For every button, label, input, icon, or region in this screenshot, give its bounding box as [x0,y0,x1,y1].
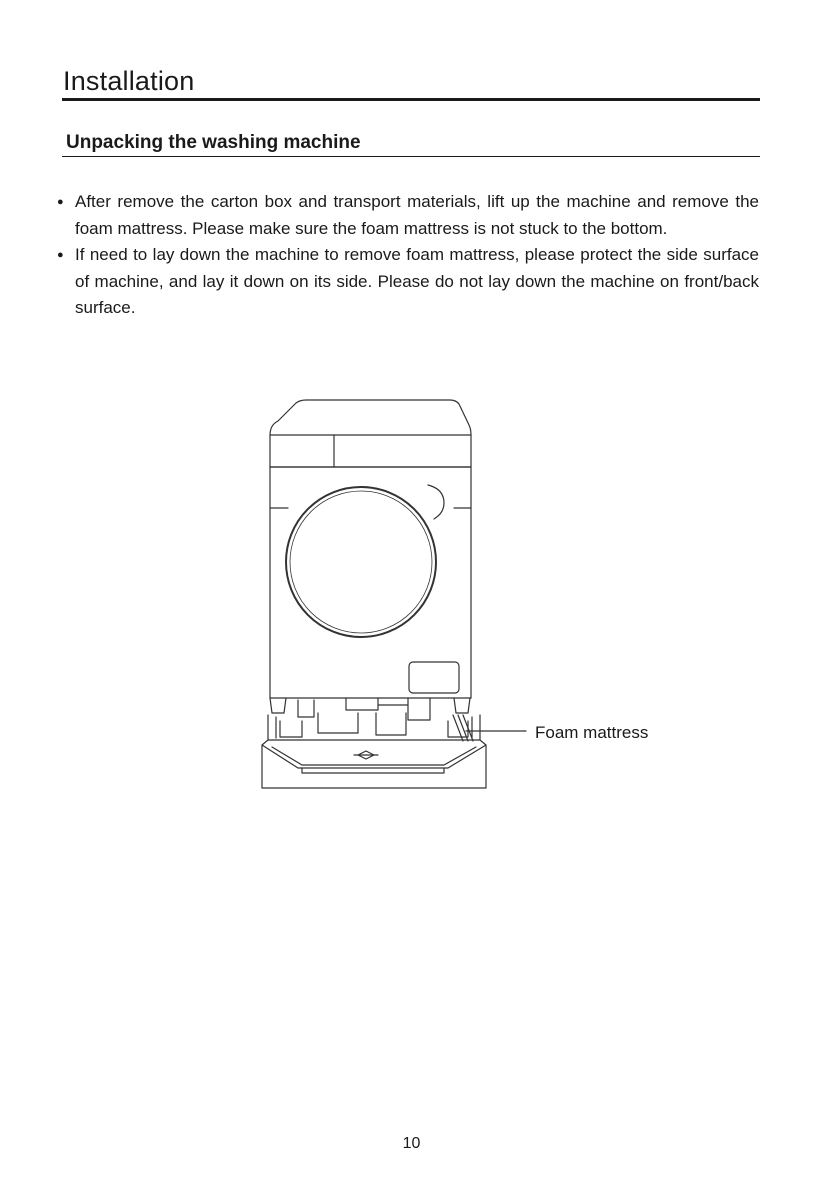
section-rule [62,156,760,157]
page-title: Installation [63,66,195,96]
machine-top-panel [270,400,471,467]
list-item [57,189,759,242]
machine-cabinet [270,467,471,698]
bullet-text: If need to lay down the machine to remove foam mattress, please protect the side surface of machine, and lay it down on its side. Please do not lay down the machine on front/back surface. [75,245,759,317]
bullet-icon: ● [57,196,64,208]
section-heading: Unpacking the washing machine [66,132,361,153]
title-rule [62,98,760,101]
foam-mattress-label: Foam mattress [535,723,649,742]
foam-mattress [262,713,486,788]
machine-base [270,698,470,720]
list-item [57,242,759,322]
bullet-text: After remove the carton box and transport materials, lift up the machine and remove the foam mattress. Please make sure the foam mattress is not stuck to the bottom. [75,192,759,238]
page-number: 10 [402,1135,421,1152]
washing-machine-figure [258,395,678,795]
filter-cover [409,662,459,693]
bullet-icon: ● [57,249,64,261]
instruction-list [57,189,759,322]
machine-door [286,485,444,637]
